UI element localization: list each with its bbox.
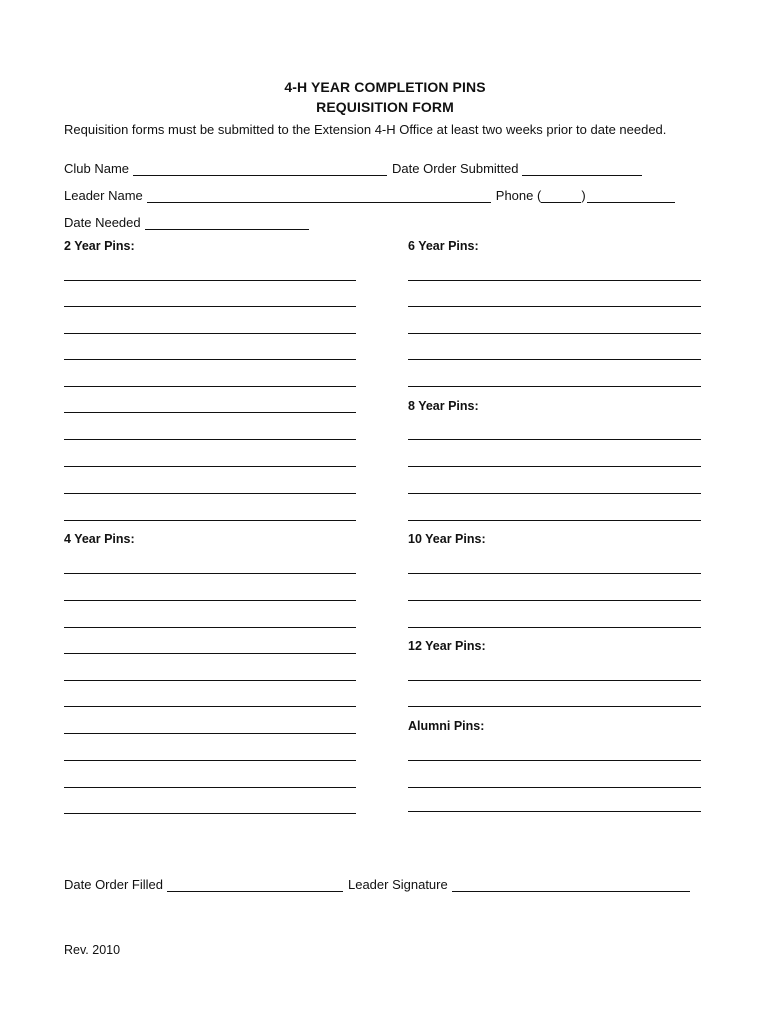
two-year-pins-line[interactable] (64, 439, 356, 440)
two-year-pins-line[interactable] (64, 412, 356, 413)
two-year-pins-line[interactable] (64, 359, 356, 360)
eight-year-pins-label: 8 Year Pins: (408, 399, 479, 413)
leader-name-field[interactable] (147, 188, 491, 203)
revision-note: Rev. 2010 (64, 943, 121, 957)
phone-area-code-field[interactable] (541, 188, 581, 203)
twelve-year-pins-line[interactable] (408, 706, 701, 707)
eight-year-pins-line[interactable] (408, 493, 701, 494)
twelve-year-pins-label: 12 Year Pins: (408, 639, 486, 653)
club-name-field[interactable] (133, 161, 387, 176)
eight-year-pins-line[interactable] (408, 466, 701, 467)
date-needed-row (64, 212, 314, 230)
four-year-pins-line[interactable] (64, 600, 356, 601)
ten-year-pins-line[interactable] (408, 600, 701, 601)
six-year-pins-line[interactable] (408, 280, 701, 281)
date-needed-field[interactable] (145, 215, 309, 230)
two-year-pins-line[interactable] (64, 333, 356, 334)
leader-name-label: Leader Name (64, 188, 143, 203)
date-order-filled-label: Date Order Filled (64, 877, 163, 892)
footer-signature-row (64, 877, 690, 892)
date-order-submitted-field[interactable] (522, 161, 642, 176)
phone-label: Phone ( (495, 188, 542, 203)
date-needed-label: Date Needed (64, 215, 141, 230)
date-order-filled-field[interactable] (167, 877, 343, 892)
alumni-pins-label: Alumni Pins: (408, 719, 485, 733)
two-year-pins-line[interactable] (64, 280, 356, 281)
alumni-pins-line[interactable] (408, 787, 701, 788)
form-title-line1: 4-H YEAR COMPLETION PINS (284, 79, 486, 95)
eight-year-pins-line[interactable] (408, 520, 701, 521)
four-year-pins-line[interactable] (64, 627, 356, 628)
leader-name-row (64, 185, 680, 203)
four-year-pins-line[interactable] (64, 706, 356, 707)
two-year-pins-line[interactable] (64, 520, 356, 521)
four-year-pins-label: 4 Year Pins: (64, 532, 135, 546)
club-name-label: Club Name (64, 161, 130, 176)
date-order-submitted-label: Date Order Submitted (392, 161, 519, 176)
four-year-pins-line[interactable] (64, 573, 356, 574)
four-year-pins-line[interactable] (64, 733, 356, 734)
intro-text: Requisition forms must be submitted to the Extension 4-H Office at least two weeks prior to date needed. (64, 122, 667, 137)
six-year-pins-line[interactable] (408, 333, 701, 334)
six-year-pins-label: 6 Year Pins: (408, 239, 479, 253)
four-year-pins-line[interactable] (64, 653, 356, 654)
two-year-pins-line[interactable] (64, 466, 356, 467)
phone-close-paren: ) (581, 188, 586, 203)
two-year-pins-line[interactable] (64, 306, 356, 307)
four-year-pins-line[interactable] (64, 813, 356, 814)
twelve-year-pins-line[interactable] (408, 680, 701, 681)
six-year-pins-line[interactable] (408, 359, 701, 360)
four-year-pins-line[interactable] (64, 760, 356, 761)
six-year-pins-line[interactable] (408, 386, 701, 387)
ten-year-pins-line[interactable] (408, 627, 701, 628)
four-year-pins-line[interactable] (64, 787, 356, 788)
six-year-pins-line[interactable] (408, 306, 701, 307)
two-year-pins-line[interactable] (64, 386, 356, 387)
club-name-row (64, 158, 647, 176)
phone-number-field[interactable] (587, 188, 675, 203)
eight-year-pins-line[interactable] (408, 439, 701, 440)
two-year-pins-label: 2 Year Pins: (64, 239, 135, 253)
form-title-line2: REQUISITION FORM (316, 99, 454, 115)
ten-year-pins-label: 10 Year Pins: (408, 532, 486, 546)
alumni-pins-line[interactable] (408, 760, 701, 761)
leader-signature-field[interactable] (452, 877, 690, 892)
ten-year-pins-line[interactable] (408, 573, 701, 574)
alumni-pins-line[interactable] (408, 811, 701, 812)
leader-signature-label: Leader Signature (347, 877, 448, 892)
four-year-pins-line[interactable] (64, 680, 356, 681)
two-year-pins-line[interactable] (64, 493, 356, 494)
